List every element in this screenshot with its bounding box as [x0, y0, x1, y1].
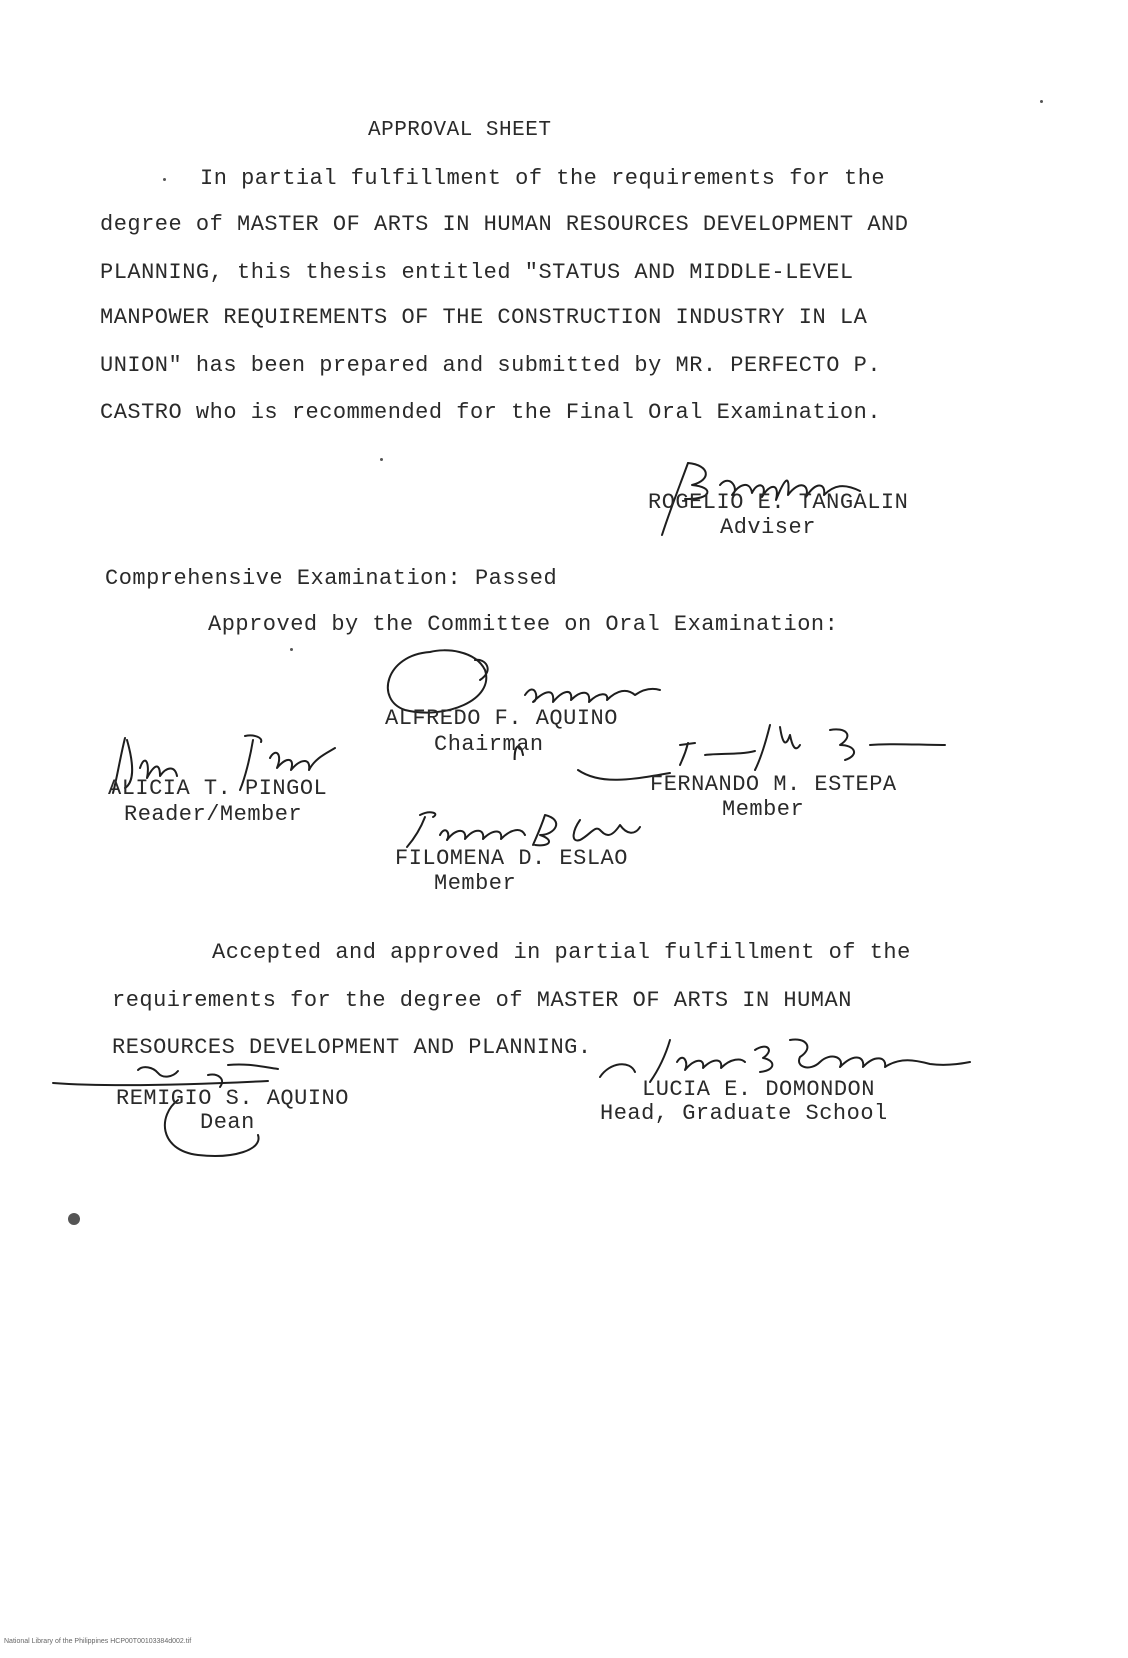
- dean-role: Dean: [200, 1110, 255, 1135]
- comprehensive-exam-status: Comprehensive Examination: Passed: [105, 566, 558, 591]
- dust-speck: [1040, 100, 1043, 103]
- eslao-name: FILOMENA D. ESLAO: [395, 846, 628, 871]
- reader-member-role: Reader/Member: [124, 802, 303, 827]
- paragraph2-line-2: requirements for the degree of MASTER OF ARTS IN HUMAN: [112, 988, 852, 1013]
- paragraph1-line-6: CASTRO who is recommended for the Final Oral Examination.: [100, 400, 882, 425]
- adviser-role: Adviser: [720, 515, 816, 540]
- eslao-role: Member: [434, 871, 517, 896]
- committee-heading: Approved by the Committee on Oral Examination:: [208, 612, 839, 637]
- dean-name: REMIGIO S. AQUINO: [116, 1086, 349, 1111]
- paragraph2-line-1: Accepted and approved in partial fulfillment of the: [212, 940, 911, 965]
- reader-member-name: ALICIA T. PINGOL: [108, 776, 328, 801]
- head-role: Head, Graduate School: [600, 1101, 888, 1126]
- paragraph1-line-3: PLANNING, this thesis entitled "STATUS AND MIDDLE-LEVEL: [100, 260, 854, 285]
- paragraph1-line-1: In partial fulfillment of the requirements for the: [200, 166, 886, 191]
- dust-speck: [290, 648, 293, 651]
- estepa-role: Member: [722, 797, 805, 822]
- paragraph1-line-5: UNION" has been prepared and submitted by MR. PERFECTO P.: [100, 353, 882, 378]
- chairman-role: Chairman: [434, 732, 544, 757]
- paragraph1-line-4: MANPOWER REQUIREMENTS OF THE CONSTRUCTION INDUSTRY IN LA: [100, 305, 868, 330]
- head-name: LUCIA E. DOMONDON: [642, 1077, 875, 1102]
- paragraph1-line-2: degree of MASTER OF ARTS IN HUMAN RESOURCES DEVELOPMENT AND: [100, 212, 909, 237]
- scan-footer: National Library of the Philippines HCP00T00103384d002.tif: [4, 1638, 192, 1645]
- ink-speck: [68, 1213, 80, 1225]
- chairman-name: ALFREDO F. AQUINO: [385, 706, 618, 731]
- dust-speck: [380, 458, 383, 461]
- paragraph2-line-3: RESOURCES DEVELOPMENT AND PLANNING.: [112, 1035, 592, 1060]
- document-title: APPROVAL SHEET: [368, 119, 552, 142]
- dust-speck: [163, 178, 166, 181]
- adviser-name: ROGELIO E. TANGALIN: [648, 490, 909, 515]
- estepa-name: FERNANDO M. ESTEPA: [650, 772, 897, 797]
